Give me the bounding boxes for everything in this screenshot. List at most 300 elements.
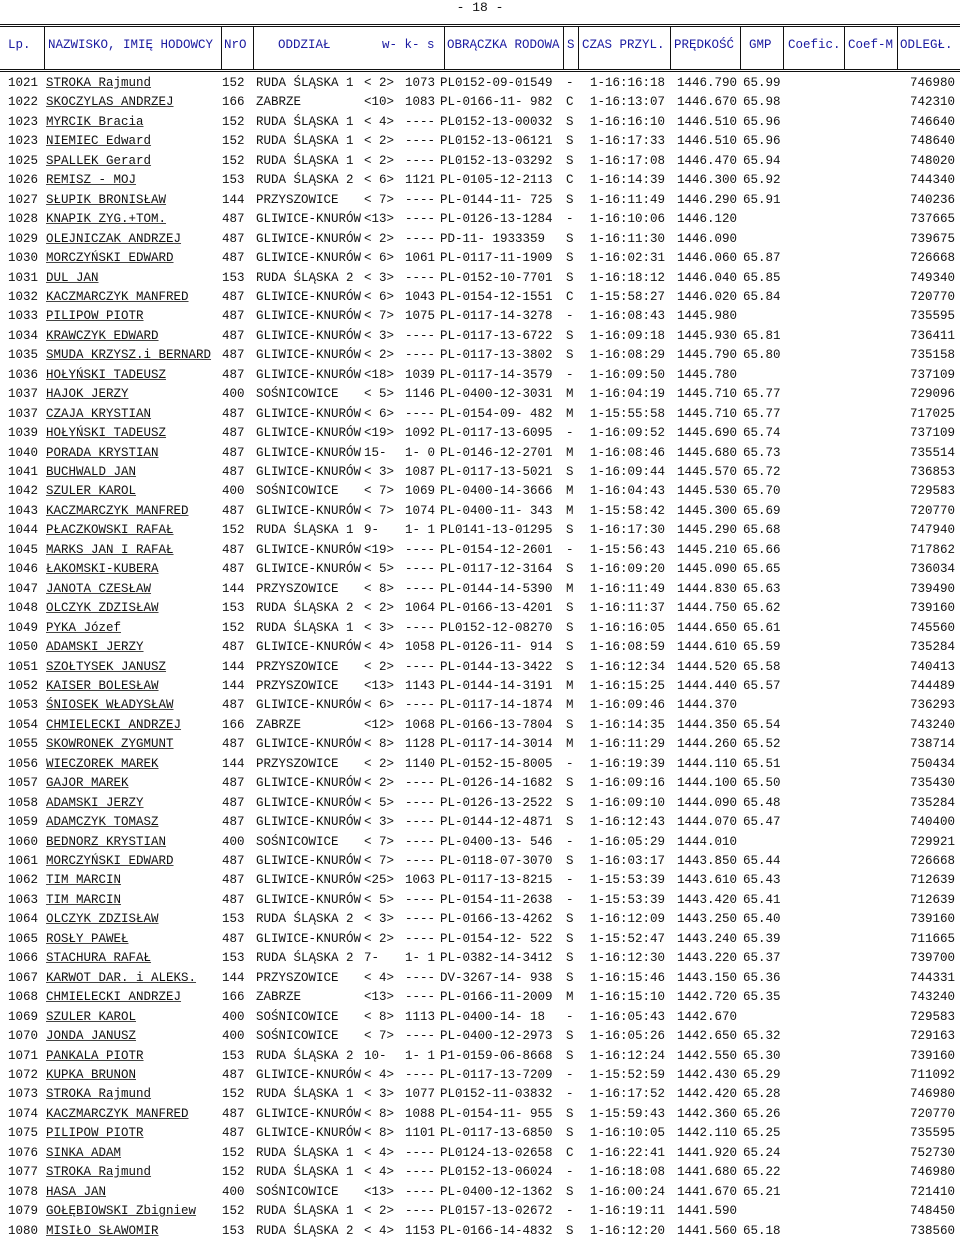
row-coef: 65.92 <box>743 173 781 188</box>
table-row <box>0 444 960 463</box>
row-ring: PL-0117-13-5021 <box>440 465 553 479</box>
row-branch: ZABRZE <box>256 717 302 732</box>
row-name: ROSŁY PAWEŁ <box>46 931 129 946</box>
row-sex: M <box>566 445 574 460</box>
row-name: MISIŁO SŁAWOMIR <box>46 1223 159 1238</box>
row-nro: 487 <box>222 892 245 907</box>
row-name: PILIPOW PIOTR <box>46 1126 144 1141</box>
row-nro: 152 <box>222 134 245 149</box>
row-wks: < 4> <box>364 114 395 129</box>
row-speed: 1444.650 <box>677 620 738 635</box>
row-wks: < 6> <box>364 173 395 188</box>
row-name: MORCZYŃSKI EDWARD <box>46 854 174 868</box>
row-dist: 737109 <box>909 426 955 441</box>
row-sex: M <box>566 678 574 693</box>
row-nro: 487 <box>222 873 245 888</box>
row-ring-extra: ---- <box>405 153 436 168</box>
column-divider <box>740 27 741 69</box>
row-nro: 487 <box>222 562 245 577</box>
row-ring: PD-11- 1933359 <box>440 231 546 246</box>
row-time: 1-16:15:25 <box>590 678 666 693</box>
row-speed: 1443.250 <box>677 912 738 927</box>
row-time: 1-16:11:49 <box>590 192 666 207</box>
row-ring: PL-0144-14-3191 <box>440 678 553 693</box>
row-lp: 1042 <box>8 484 39 499</box>
row-name: REMISZ - MOJ <box>46 173 137 188</box>
row-lp: 1048 <box>8 601 39 616</box>
row-branch: GLIWICE-KNURÓW <box>256 212 362 227</box>
row-ring: PL-0152-10-7701 <box>440 270 553 285</box>
row-branch: GLIWICE-KNURÓW <box>256 289 362 304</box>
row-sex: M <box>566 387 574 402</box>
row-sex: M <box>566 503 574 518</box>
row-ring-extra: ---- <box>405 834 436 849</box>
table-row <box>0 619 960 638</box>
row-dist: 735430 <box>909 776 955 791</box>
table-row <box>0 1163 960 1182</box>
row-dist: 739490 <box>909 581 955 596</box>
row-time: 1-16:08:43 <box>590 309 666 324</box>
row-ring-extra: ---- <box>405 1165 436 1180</box>
row-speed: 1446.090 <box>677 231 738 246</box>
row-wks: < 6> <box>364 406 395 421</box>
table-row <box>0 1202 960 1221</box>
row-name: SPALLEK Gerard <box>46 153 152 168</box>
row-dist: 721410 <box>909 1184 955 1199</box>
row-nro: 487 <box>222 931 245 946</box>
row-dist: 720770 <box>909 1106 955 1121</box>
table-row <box>0 833 960 852</box>
row-dist: 739160 <box>909 1048 955 1063</box>
row-name: HOŁYŃSKI TADEUSZ <box>46 367 167 382</box>
row-lp: 1028 <box>8 212 39 227</box>
row-branch: GLIWICE-KNURÓW <box>256 873 362 888</box>
row-nro: 487 <box>222 1067 245 1082</box>
row-sex: C <box>566 289 574 304</box>
row-nro: 487 <box>222 737 245 752</box>
row-dist: 740400 <box>909 815 955 830</box>
row-name: ADAMSKI JERZY <box>46 640 144 655</box>
row-coef: 65.87 <box>743 251 781 266</box>
row-dist: 737665 <box>909 212 955 227</box>
row-ring-extra: ---- <box>405 192 436 207</box>
row-ring-extra: 1- 1 <box>405 951 436 966</box>
row-ring-extra: ---- <box>405 912 436 927</box>
row-coef: 65.84 <box>743 289 781 304</box>
row-wks: < 4> <box>364 1223 395 1238</box>
row-ring-extra: 1064 <box>405 601 436 616</box>
row-coef: 65.85 <box>743 270 781 285</box>
row-time: 1-16:16:10 <box>590 114 666 129</box>
row-coef: 65.58 <box>743 659 781 674</box>
row-time: 1-16:11:49 <box>590 581 666 596</box>
column-divider <box>670 27 671 69</box>
row-lp: 1053 <box>8 698 39 713</box>
row-dist: 720770 <box>909 289 955 304</box>
row-ring-extra: 1043 <box>405 289 436 304</box>
row-dist: 729583 <box>909 484 955 499</box>
row-speed: 1444.350 <box>677 717 738 732</box>
row-speed: 1444.010 <box>677 834 738 849</box>
row-wks: 9- <box>364 523 380 538</box>
row-coef: 65.50 <box>743 776 781 791</box>
row-lp: 1029 <box>8 231 39 246</box>
row-ring: PL-0117-14-3014 <box>440 737 553 752</box>
row-dist: 712639 <box>909 892 955 907</box>
column-divider <box>44 27 45 69</box>
row-wks: < 7> <box>364 484 395 499</box>
row-ring: PL0152-13-00032 <box>440 114 553 129</box>
row-ring-extra: ---- <box>405 854 436 868</box>
row-branch: GLIWICE-KNURÓW <box>256 1067 362 1082</box>
row-speed: 1446.020 <box>677 289 738 304</box>
row-nro: 400 <box>222 834 245 849</box>
header-gmp: GMP <box>749 38 772 52</box>
row-branch: RUDA ŚLĄSKA 1 <box>256 76 354 90</box>
row-dist: 744331 <box>909 970 955 985</box>
row-name: ADAMSKI JERZY <box>46 795 144 810</box>
row-time: 1-16:12:09 <box>590 912 666 927</box>
row-coef: 65.77 <box>743 387 781 402</box>
table-row <box>0 1008 960 1027</box>
table-row <box>0 560 960 579</box>
row-nro: 152 <box>222 1145 245 1160</box>
row-branch: RUDA ŚLĄSKA 1 <box>256 1145 354 1160</box>
row-ring: PL-0154-12- 522 <box>440 931 553 946</box>
row-wks: <13> <box>364 990 395 1005</box>
row-speed: 1443.240 <box>677 931 738 946</box>
row-sex: S <box>566 795 574 810</box>
row-ring: PL-0400-12-3031 <box>440 387 553 402</box>
row-sex: S <box>566 1029 574 1044</box>
row-time: 1-16:00:24 <box>590 1184 666 1199</box>
row-time: 1-16:05:43 <box>590 1009 666 1024</box>
row-time: 1-16:09:16 <box>590 776 666 791</box>
row-lp: 1049 <box>8 620 39 635</box>
row-coef: 65.40 <box>743 912 781 927</box>
row-wks: < 3> <box>364 270 395 285</box>
row-speed: 1444.260 <box>677 737 738 752</box>
row-sex: S <box>566 114 574 129</box>
row-wks: < 5> <box>364 795 395 810</box>
table-row <box>0 774 960 793</box>
row-ring-extra: ---- <box>405 1145 436 1160</box>
row-name: OLCZYK ZDZISŁAW <box>46 912 159 927</box>
table-row <box>0 521 960 540</box>
row-name: PILIPOW PIOTR <box>46 309 144 324</box>
row-wks: < 8> <box>364 1126 395 1141</box>
row-branch: RUDA ŚLĄSKA 1 <box>256 114 354 129</box>
row-sex: C <box>566 1145 574 1160</box>
table-row <box>0 191 960 210</box>
row-dist: 738560 <box>909 1223 955 1238</box>
row-name: PORADA KRYSTIAN <box>46 445 159 460</box>
row-coef: 65.22 <box>743 1165 781 1180</box>
row-branch: RUDA ŚLĄSKA 1 <box>256 1204 354 1219</box>
row-coef: 65.81 <box>743 328 781 343</box>
table-row <box>0 93 960 112</box>
row-branch: GLIWICE-KNURÓW <box>256 892 362 907</box>
row-lp: 1062 <box>8 873 39 888</box>
row-branch: PRZYSZOWICE <box>256 756 339 771</box>
row-ring: PL-0117-13-6095 <box>440 426 553 441</box>
row-nro: 144 <box>222 659 245 674</box>
table-row <box>0 230 960 249</box>
row-wks: < 6> <box>364 698 395 713</box>
row-lp: 1037 <box>8 406 39 421</box>
row-branch: RUDA ŚLĄSKA 2 <box>256 951 354 966</box>
row-wks: < 4> <box>364 1165 395 1180</box>
table-header <box>0 24 960 72</box>
table-row <box>0 638 960 657</box>
row-ring-extra: 1039 <box>405 367 436 382</box>
row-branch: GLIWICE-KNURÓW <box>256 795 362 810</box>
row-lp: 1054 <box>8 717 39 732</box>
row-speed: 1446.510 <box>677 134 738 149</box>
header-nro: NrO <box>224 38 247 52</box>
table-row <box>0 74 960 93</box>
row-speed: 1445.530 <box>677 484 738 499</box>
row-wks: < 5> <box>364 387 395 402</box>
row-time: 1-16:14:35 <box>590 717 666 732</box>
row-dist: 746640 <box>909 114 955 129</box>
row-nro: 487 <box>222 212 245 227</box>
row-ring: PL-0117-13-6850 <box>440 1126 553 1141</box>
row-time: 1-16:05:29 <box>590 834 666 849</box>
row-branch: GLIWICE-KNURÓW <box>256 445 362 460</box>
row-coef: 65.43 <box>743 873 781 888</box>
row-nro: 166 <box>222 95 245 110</box>
row-sex: - <box>566 834 574 849</box>
row-nro: 153 <box>222 951 245 966</box>
row-coef: 65.39 <box>743 931 781 946</box>
row-name: HAJOK JERZY <box>46 387 129 402</box>
table-row <box>0 852 960 871</box>
row-speed: 1441.670 <box>677 1184 738 1199</box>
row-time: 1-15:58:27 <box>590 289 666 304</box>
row-branch: GLIWICE-KNURÓW <box>256 640 362 655</box>
row-ring-extra: ---- <box>405 892 436 907</box>
row-ring: PL-0146-12-2701 <box>440 445 553 460</box>
row-coef: 65.24 <box>743 1145 781 1160</box>
row-nro: 487 <box>222 542 245 557</box>
row-coef: 65.26 <box>743 1106 781 1121</box>
row-time: 1-16:15:10 <box>590 990 666 1005</box>
row-ring-extra: 1140 <box>405 756 436 771</box>
row-sex: - <box>566 542 574 557</box>
column-divider <box>783 27 784 69</box>
row-speed: 1446.670 <box>677 95 738 110</box>
row-ring-extra: 1153 <box>405 1223 436 1238</box>
row-wks: < 2> <box>364 756 395 771</box>
row-sex: S <box>566 192 574 207</box>
row-ring-extra: 1058 <box>405 640 436 655</box>
row-name: HOŁYŃSKI TADEUSZ <box>46 426 167 441</box>
row-nro: 153 <box>222 601 245 616</box>
row-time: 1-16:17:08 <box>590 153 666 168</box>
row-speed: 1442.670 <box>677 1009 738 1024</box>
row-lp: 1076 <box>8 1145 39 1160</box>
row-coef: 65.96 <box>743 114 781 129</box>
row-time: 1-16:15:46 <box>590 970 666 985</box>
row-name: KUPKA BRUNON <box>46 1067 137 1082</box>
row-speed: 1441.560 <box>677 1223 738 1238</box>
row-name: SZULER KAROL <box>46 484 137 499</box>
table-row <box>0 307 960 326</box>
row-ring: PL0152-13-06024 <box>440 1165 553 1180</box>
row-ring-extra: 1087 <box>405 465 436 479</box>
row-lp: 1077 <box>8 1165 39 1180</box>
row-ring: PL-0105-12-2113 <box>440 173 553 188</box>
row-wks: < 3> <box>364 912 395 927</box>
row-wks: < 2> <box>364 776 395 791</box>
row-branch: GLIWICE-KNURÓW <box>256 503 362 518</box>
row-dist: 726668 <box>909 251 955 266</box>
row-coef: 65.51 <box>743 756 781 771</box>
row-ring: PL-0400-14-3666 <box>440 484 553 499</box>
row-coef: 65.59 <box>743 640 781 655</box>
row-sex: S <box>566 640 574 655</box>
row-dist: 739675 <box>909 231 955 246</box>
row-lp: 1041 <box>8 465 39 479</box>
row-branch: RUDA ŚLĄSKA 2 <box>256 1223 354 1238</box>
header-sex: S <box>567 38 575 52</box>
row-lp: 1027 <box>8 192 39 207</box>
row-name: SZULER KAROL <box>46 1009 137 1024</box>
row-time: 1-16:11:29 <box>590 737 666 752</box>
row-speed: 1445.210 <box>677 542 738 557</box>
row-name: STROKA Rajmund <box>46 1165 152 1180</box>
row-dist: 739160 <box>909 601 955 616</box>
row-speed: 1441.920 <box>677 1145 738 1160</box>
row-time: 1-16:09:20 <box>590 562 666 577</box>
row-ring: PL-0400-13- 546 <box>440 834 553 849</box>
row-wks: < 5> <box>364 892 395 907</box>
row-ring: PL-0400-14- 18 <box>440 1009 546 1024</box>
row-branch: PRZYSZOWICE <box>256 192 339 207</box>
row-dist: 749340 <box>909 270 955 285</box>
row-speed: 1442.720 <box>677 990 738 1005</box>
row-branch: RUDA ŚLĄSKA 1 <box>256 523 354 538</box>
row-ring-extra: 1068 <box>405 717 436 732</box>
row-dist: 735595 <box>909 309 955 324</box>
row-ring: PL-0400-11- 343 <box>440 503 553 518</box>
row-dist: 729583 <box>909 1009 955 1024</box>
row-speed: 1445.690 <box>677 426 738 441</box>
row-ring: PL-0166-13-4262 <box>440 912 553 927</box>
row-branch: RUDA ŚLĄSKA 2 <box>256 912 354 927</box>
row-dist: 717025 <box>909 406 955 421</box>
row-name: PANKALA PIOTR <box>46 1048 144 1063</box>
row-ring-extra: 1077 <box>405 1087 436 1102</box>
row-dist: 729921 <box>909 834 955 849</box>
row-nro: 153 <box>222 173 245 188</box>
row-coef: 65.29 <box>743 1067 781 1082</box>
row-lp: 1045 <box>8 542 39 557</box>
row-wks: < 2> <box>364 348 395 363</box>
row-dist: 739160 <box>909 912 955 927</box>
row-time: 1-16:08:46 <box>590 445 666 460</box>
row-ring-extra: ---- <box>405 231 436 246</box>
row-ring-extra: ---- <box>405 114 436 129</box>
table-row <box>0 1222 960 1241</box>
row-speed: 1446.040 <box>677 270 738 285</box>
row-branch: SOŚNICOWICE <box>256 1184 339 1199</box>
row-coef: 65.70 <box>743 484 781 499</box>
row-sex: S <box>566 328 574 343</box>
row-sex: M <box>566 990 574 1005</box>
row-ring-extra: 1063 <box>405 873 436 888</box>
row-ring: PL0141-13-01295 <box>440 523 553 538</box>
row-wks: < 7> <box>364 192 395 207</box>
row-ring: PL-0126-13-2522 <box>440 795 553 810</box>
column-divider <box>578 27 579 69</box>
row-coef: 65.72 <box>743 465 781 479</box>
row-coef: 65.73 <box>743 445 781 460</box>
table-row <box>0 424 960 443</box>
table-row <box>0 910 960 929</box>
row-speed: 1445.570 <box>677 465 738 479</box>
row-ring: PL-0117-14-1874 <box>440 698 553 713</box>
row-wks: <18> <box>364 367 395 382</box>
row-ring: PL-0126-13-1284 <box>440 212 553 227</box>
row-ring-extra: ---- <box>405 776 436 791</box>
row-ring-extra: 1- 1 <box>405 1048 436 1063</box>
column-divider <box>444 27 445 69</box>
row-nro: 152 <box>222 620 245 635</box>
row-ring: PL0152-09-01549 <box>440 76 553 90</box>
row-nro: 400 <box>222 387 245 402</box>
row-nro: 166 <box>222 990 245 1005</box>
row-time: 1-16:03:17 <box>590 854 666 868</box>
row-branch: GLIWICE-KNURÓW <box>256 309 362 324</box>
row-branch: RUDA ŚLĄSKA 1 <box>256 1165 354 1180</box>
row-ring-extra: 1146 <box>405 387 436 402</box>
row-branch: RUDA ŚLĄSKA 2 <box>256 173 354 188</box>
row-ring-extra: ---- <box>405 1029 436 1044</box>
row-nro: 144 <box>222 756 245 771</box>
row-ring-extra: ---- <box>405 815 436 830</box>
row-branch: PRZYSZOWICE <box>256 678 339 693</box>
row-nro: 144 <box>222 581 245 596</box>
row-time: 1-16:10:05 <box>590 1126 666 1141</box>
row-ring-extra: ---- <box>405 1204 436 1219</box>
row-nro: 153 <box>222 1048 245 1063</box>
row-lp: 1036 <box>8 367 39 382</box>
row-time: 1-16:10:06 <box>590 212 666 227</box>
row-ring-extra: ---- <box>405 620 436 635</box>
row-lp: 1066 <box>8 951 39 966</box>
row-coef: 65.36 <box>743 970 781 985</box>
row-speed: 1444.830 <box>677 581 738 596</box>
row-ring: PL-0152-15-8005 <box>440 756 553 771</box>
row-lp: 1078 <box>8 1184 39 1199</box>
row-time: 1-15:59:43 <box>590 1106 666 1121</box>
row-name: ŁAKOMSKI-KUBERA <box>46 562 159 577</box>
row-ring: PL-0400-12-1362 <box>440 1184 553 1199</box>
row-name: KAISER BOLESŁAW <box>46 678 159 693</box>
row-sex: S <box>566 776 574 791</box>
row-speed: 1446.510 <box>677 114 738 129</box>
row-coef: 65.37 <box>743 951 781 966</box>
row-name: STROKA Rajmund <box>46 76 152 90</box>
table-row <box>0 716 960 735</box>
row-name: GOŁĘBIOWSKI Zbigniew <box>46 1204 197 1219</box>
row-name: KRAWCZYK EDWARD <box>46 328 159 343</box>
row-speed: 1443.220 <box>677 951 738 966</box>
row-sex: S <box>566 1048 574 1063</box>
row-wks: < 2> <box>364 931 395 946</box>
